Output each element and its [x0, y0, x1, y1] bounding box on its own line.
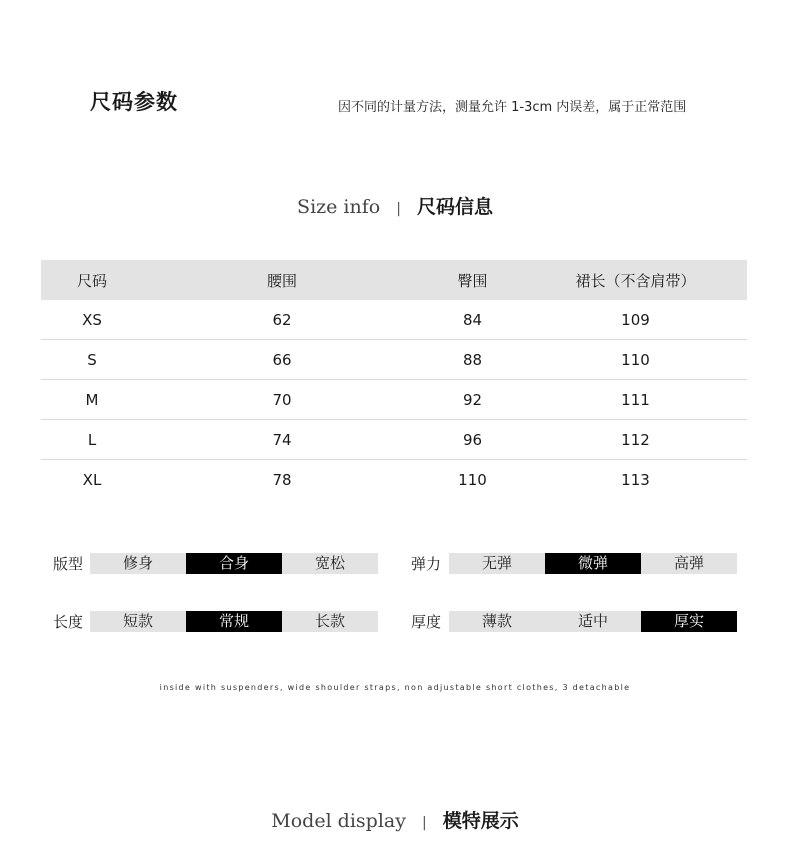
cell-hip: 92: [462, 390, 483, 409]
table-row: [41, 420, 747, 460]
cell-hip: 88: [462, 350, 483, 369]
cell-hip: 84: [462, 310, 483, 329]
table-row: [41, 380, 747, 420]
cell-hip: 110: [458, 470, 487, 489]
cell-waist: 62: [272, 310, 292, 329]
size-params-title: 尺码参数: [90, 90, 178, 114]
cell-waist: 70: [272, 390, 292, 409]
table-row: [41, 460, 747, 499]
attribute-option: 长款: [282, 611, 378, 632]
column-header-size: 尺码: [76, 271, 107, 290]
cell-size: XS: [82, 310, 102, 329]
attribute-thickness: [411, 611, 737, 632]
attribute-option: 薄款: [449, 611, 545, 632]
heading-separator: |: [396, 201, 401, 217]
attribute-label: 长度: [53, 613, 84, 631]
size-info-en: Size info: [297, 196, 381, 218]
table-row: [41, 300, 747, 340]
attribute-label: 弹力: [411, 555, 442, 573]
attribute-option-selected: 常规: [186, 611, 282, 632]
size-info-heading: [0, 192, 790, 219]
column-header-waist: 腰围: [266, 271, 297, 290]
attribute-option: 高弹: [641, 553, 737, 574]
attribute-option: 适中: [545, 611, 641, 632]
cell-size: L: [87, 430, 97, 449]
cell-waist: 66: [272, 350, 292, 369]
model-display-zh: 模特展示: [442, 810, 519, 832]
attribute-fit: [53, 553, 378, 574]
attribute-label: 版型: [53, 555, 84, 573]
cell-length: 113: [621, 470, 650, 489]
cell-length: 110: [621, 350, 650, 369]
attribute-option-selected: 厚实: [641, 611, 737, 632]
attribute-option-selected: 合身: [186, 553, 282, 574]
cell-length: 112: [621, 430, 650, 449]
cell-size: M: [85, 390, 99, 409]
cell-length: 111: [621, 390, 650, 409]
size-info-zh: 尺码信息: [416, 196, 493, 218]
attribute-option: 无弹: [449, 553, 545, 574]
attribute-elasticity: [411, 553, 737, 574]
cell-size: XL: [82, 470, 102, 489]
attribute-option: 宽松: [282, 553, 378, 574]
cell-hip: 96: [462, 430, 483, 449]
attribute-label: 厚度: [411, 613, 442, 631]
column-header-length: 裙长（不含肩带）: [575, 271, 696, 290]
size-table: [41, 260, 747, 499]
model-display-heading: [0, 806, 790, 833]
attribute-length: [53, 611, 378, 632]
attribute-option-selected: 微弹: [545, 553, 641, 574]
cell-waist: 78: [272, 470, 292, 489]
attribute-option: 修身: [90, 553, 186, 574]
cell-length: 109: [621, 310, 650, 329]
attribute-option: 短款: [90, 611, 186, 632]
table-row: [41, 340, 747, 380]
heading-separator: |: [421, 815, 427, 831]
measurement-note: 因不同的计量方法，测量允许 1-3cm 内误差，属于正常范围: [338, 100, 687, 115]
table-header-row: [41, 260, 747, 300]
cell-waist: 74: [272, 430, 292, 449]
product-note: inside with suspenders, wide shoulder straps, non adjustable short clothes, 3 detachable: [159, 683, 631, 692]
column-header-hip: 臀围: [457, 271, 488, 290]
cell-size: S: [87, 350, 97, 369]
model-display-en: Model display: [271, 810, 406, 832]
